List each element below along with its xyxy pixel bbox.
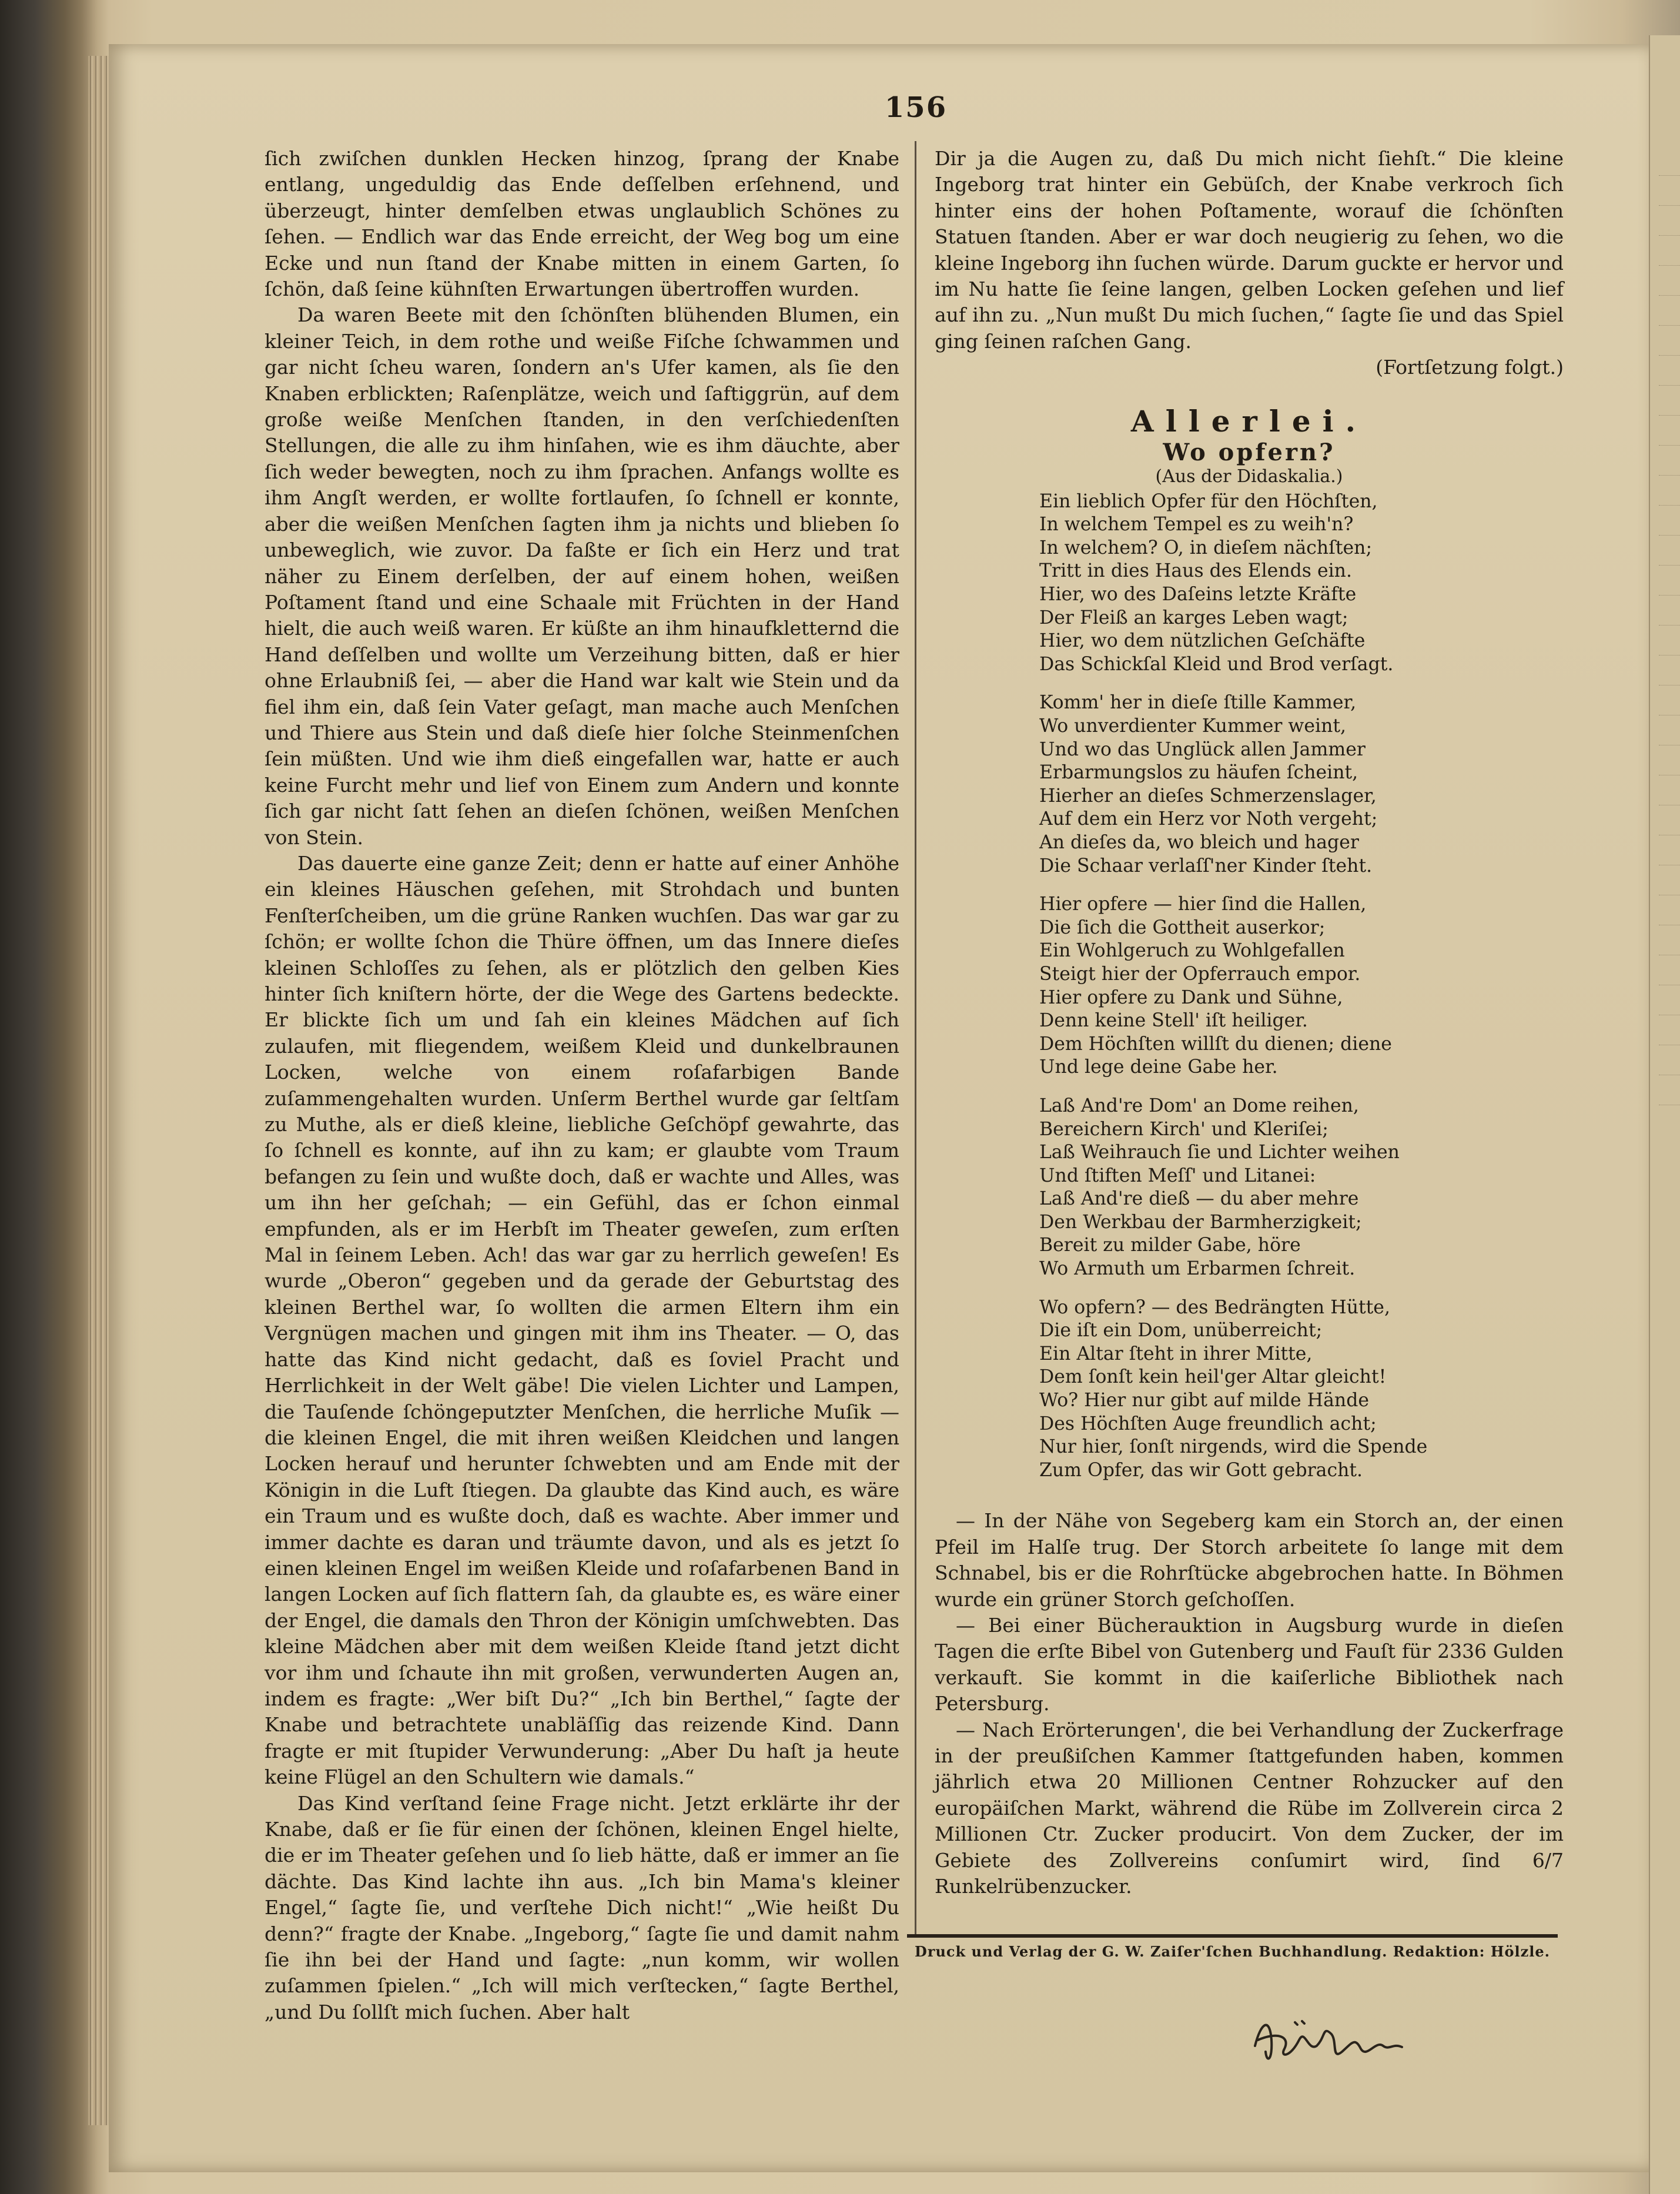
handwritten-signature — [1243, 2005, 1431, 2075]
footer-rule — [907, 1934, 1558, 1938]
poem-stanza — [1039, 1095, 1564, 1281]
poem-line: Denn keine Stell' iſt heiliger. — [1039, 1010, 1308, 1032]
page-number: 156 — [884, 91, 948, 124]
poem-line: Bereichern Kirch' und Kleriſei; — [1039, 1118, 1328, 1140]
news-item: — Bei einer Bücherauktion in Augsburg wurde in dieſen Tagen die erſte Bibel von Gutenberg und Fauſt für 2336 Gulden verkauft. Sie kommt in die kaiſerliche Bibliothek nach Petersburg. — [935, 1614, 1564, 1715]
story-paragraph: ſich zwiſchen dunklen Hecken hinzog, ſprang der Knabe entlang, ungeduldig das Ende deſſelben erſehnend, und überzeugt, hinter demſelben etwas unglaublich Schönes zu ſehen. — Endlich war das Ende erreicht, der Weg bog um eine Ecke und nun ſtand der Knabe mitten in einem Garten, ſo ſchön, daß ſeine kühnſten Erwartungen übertroffen wurden. — [265, 147, 899, 301]
poem-line: Steigt hier der Opferrauch empor. — [1039, 963, 1361, 985]
poem-line: Nur hier, ſonſt nirgends, wird die Spende — [1039, 1436, 1428, 1458]
poem-source: (Aus der Didaskalia.) — [1155, 466, 1343, 487]
poem-line: Zum Opfer, das wir Gott gebracht. — [1039, 1459, 1363, 1481]
poem-line: Ein lieblich Opfer für den Höchſten, — [1039, 490, 1378, 512]
news-item: — Nach Erörterungen', die bei Verhandlung der Zuckerfrage in der preußiſchen Kammer ſtattgefunden haben, kommen jährlich etwa 20 Millionen Centner Rohzucker auf den europäiſchen Markt, während die Rübe im Zollverein circa 2 Millionen Ctr. Zucker producirt. Von dem Zucker, der im Gebiete des Zollvereins conſumirt wird, ſind 6/7 Runkelrübenzucker. — [935, 1718, 1564, 1898]
poem-line: Die Schaar verlaſſ'ner Kinder ſteht. — [1039, 855, 1373, 877]
poem-line: Ein Wohlgeruch zu Wohlgefallen — [1039, 940, 1345, 962]
poem-line: Und lege deine Gabe her. — [1039, 1056, 1278, 1078]
news-item: — In der Nähe von Segeberg kam ein Storch an, der einen Pfeil im Halſe trug. Der Storch arbeitete ſo lange mit dem Schnabel, bis er die Rohrſtücke abgebrochen hatte. In Böhmen wurde ein grüner Storch geſchoſſen. — [935, 1509, 1564, 1611]
page-edges — [88, 56, 112, 2125]
poem-line: Wo Armuth um Erbarmen ſchreit. — [1039, 1258, 1356, 1280]
poem-line: Und ſtiften Meſſ' und Litanei: — [1039, 1165, 1316, 1186]
poem-line: Hierher an dieſes Schmerzenslager, — [1039, 785, 1377, 807]
poem-line: Des Höchſten Auge freundlich acht; — [1039, 1413, 1377, 1434]
poem-line: Dem Höchſten willſt du dienen; diene — [1039, 1033, 1392, 1055]
section-heading: Allerlei. — [1130, 403, 1368, 439]
left-column-story — [265, 146, 899, 2025]
poem-line: Erbarmungslos zu häufen ſcheint, — [1039, 762, 1358, 784]
poem-line: Wo opfern? — des Bedrängten Hütte, — [1039, 1296, 1390, 1318]
poem-line: Hier, wo dem nützlichen Geſchäfte — [1039, 630, 1366, 652]
imprint-line: Druck und Verlag der G. W. Zaiſer'ſchen Buchhandlung. Redaktion: Hölzle. — [915, 1943, 1550, 1960]
story-paragraph: Da waren Beete mit den ſchönſten blühenden Blumen, ein kleiner Teich, in dem rothe und weiße Fiſche ſchwammen und gar nicht ſcheu waren, ſondern an's Ufer kamen, als ſie den Knaben erblickten; Raſenplätze, weich und ſaftiggrün, auf dem große weiße Menſchen ſtanden, in den verſchiedenſten Stellungen, die alle zu ihm hinſahen, wie es ihm däuchte, aber ſich weder bewegten, noch zu ihm ſprachen. Anfangs wollte es ihm Angſt werden, er wollte fortlaufen, ſo ſchnell er konnte, aber die weißen Menſchen ſagten ihm ja nichts und blieben ſo unbeweglich, wie zuvor. Da faßte er ſich ein Herz und trat näher zu Einem derſelben, der auf einem hohen, weißen Poſtament ſtand und eine Schaale mit Früchten in der Hand hielt, die auch weiß waren. Er küßte an ihm hinaufkletternd die Hand deſſelben und wollte um Verzeihung bitten, daß er hier ohne Erlaubniß ſei, — aber die Hand war kalt wie Stein und da fiel ihm ein, daß ſein Vater geſagt, man mache auch Menſchen und Thiere aus Stein und daß dieſe hier ſolche Steinmenſchen ſein müßten. Und wie ihm dieß eingefallen war, hatte er auch keine Furcht mehr und lief von Einem zum Andern und konnte ſich gar nicht ſatt ſehen an dieſen ſchönen, weißen Menſchen von Stein. — [265, 303, 899, 849]
poem-line: Laß And're dieß — du aber mehre — [1039, 1188, 1359, 1210]
poem-line: Wo? Hier nur gibt auf milde Hände — [1039, 1390, 1370, 1412]
poem-line: Hier opfere — hier ſind die Hallen, — [1039, 894, 1367, 915]
poem-line: Dem ſonſt kein heil'ger Altar gleicht! — [1039, 1366, 1387, 1388]
poem-line: Den Werkbau der Barmherzigkeit; — [1039, 1211, 1362, 1233]
poem-line: In welchem? O, in dieſem nächſten; — [1039, 537, 1373, 558]
poem-line: In welchem Tempel es zu weih'n? — [1039, 514, 1354, 536]
poem-line: Das Schickſal Kleid und Brod verſagt. — [1039, 653, 1394, 675]
poem-line: An dieſes da, wo bleich und hager — [1039, 831, 1359, 853]
next-page-text-fragment — [1659, 153, 1680, 2093]
poem-stanza — [1039, 893, 1564, 1079]
right-column — [935, 146, 1564, 1900]
story-paragraph: Das Kind verſtand ſeine Frage nicht. Jetzt erklärte ihr der Knabe, daß er ſie für einen der ſchönen, kleinen Engel hielte, die er im Theater geſehen und ſo lieb hätte, daß er immer an ſie dächte. Das Kind lachte ihn aus. „Ich bin Mama's kleiner Engel,“ ſagte ſie, und verſtehe Dich nicht!“ „Wie heißt Du denn?“ fragte der Knabe. „Ingeborg,“ ſagte ſie und damit nahm ſie ihn bei der Hand und ſagte: „nun komm, wir wollen zuſammen ſpielen.“ „Ich will mich verſtecken,“ ſagte Berthel, „und Du ſollſt mich ſuchen. Aber halt — [265, 1791, 899, 2024]
poem-stanza — [1039, 691, 1564, 878]
poem-line: Der Fleiß an karges Leben wagt; — [1039, 607, 1348, 628]
poem-line: Tritt in dies Haus des Elends ein. — [1039, 560, 1352, 582]
poem-line: Wo unverdienter Kummer weint, — [1039, 715, 1347, 737]
column-divider — [915, 141, 916, 1934]
story-ending: Dir ja die Augen zu, daß Du mich nicht ſiehſt.“ Die kleine Ingeborg trat hinter ein Gebüſch, der Knabe verkroch ſich hinter eins der hohen Poſtamente, worauf die ſchönſten Statuen ſtanden. Aber er war doch neugierig zu ſehen, wo die kleine Ingeborg ihn ſuchen würde. Darum guckte er hervor und im Nu hatte ſie ſeine langen, gelben Locken geſehen und lief auf ihn zu. „Nun mußt Du mich ſuchen,“ ſagte ſie und das Spiel ging ſeinen raſchen Gang. — [935, 147, 1564, 353]
poem-line: Die iſt ein Dom, unüberreicht; — [1039, 1320, 1323, 1342]
poem-line: Laß And're Dom' an Dome reihen, — [1039, 1095, 1359, 1116]
poem-line: Bereit zu milder Gabe, höre — [1039, 1235, 1301, 1256]
poem-line: Komm' her in dieſe ſtille Kammer, — [1039, 692, 1357, 714]
poem-line: Ein Altar ſteht in ihrer Mitte, — [1039, 1343, 1313, 1364]
poem-line: Hier, wo des Daſeins letzte Kräfte — [1039, 584, 1357, 606]
poem-line: Hier opfere zu Dank und Sühne, — [1039, 986, 1343, 1008]
poem-stanza — [1039, 1296, 1564, 1483]
poem-line: Und wo das Unglück allen Jammer — [1039, 738, 1366, 760]
poem-line: Auf dem ein Herz vor Noth vergeht; — [1039, 808, 1378, 830]
poem-title: Wo opfern? — [1163, 438, 1336, 466]
news-items — [935, 1508, 1564, 1899]
continuation-note: (Fortſetzung folgt.) — [1376, 356, 1564, 379]
poem-line: Laß Weihrauch ſie und Lichter weihen — [1039, 1142, 1400, 1163]
poem-stanza — [1039, 490, 1564, 677]
story-paragraph: Das dauerte eine ganze Zeit; denn er hatte auf einer Anhöhe ein kleines Häuschen geſehen, mit Strohdach und bunten Fenſterſcheiben, um die grüne Ranken wuchſen. Das war gar zu ſchön; er wollte ſchon die Thüre öffnen, um das Innere dieſes kleinen Schloſſes zu ſehen, als er plötzlich den gelben Kies hinter ſich kniſtern hörte, der die Wege des Gartens bedeckte. Er blickte ſich um und ſah ein kleines Mädchen auf ſich zulaufen, mit fliegendem, weißem Kleid und dunkelbraunen Locken, welche von einem roſafarbigen Bande zuſammengehalten wurden. Unſerm Berthel wurde gar ſeltſam zu Muthe, als er dieß kleine, liebliche Geſchöpf gewahrte, das ſo ſchnell es konnte, auf ihn zu kam; er glaubte vom Traum befangen zu ſein und wußte doch, daß er wachte und Alles, was um ihn her geſchah; — ein Gefühl, das er ſchon einmal empfunden, als er im Herbſt im Theater geweſen, zum erſten Mal in ſeinem Leben. Ach! das war gar zu herrlich geweſen! Es wurde „Oberon“ gegeben und da gerade der Geburtstag des kleinen Berthel war, ſo wollten die armen Eltern ihm ein Vergnügen machen und gingen mit ihm ins Theater. — O, das hatte das Kind nicht gedacht, daß es ſoviel Pracht und Herrlichkeit in der Welt gäbe! Die vielen Lichter und Lampen, die Tauſende ſchöngeputzter Menſchen, die herrliche Muſik — die kleinen Engel, die mit ihren weißen Kleidchen und langen Locken herauf und herunter ſchwebten und am Ende mit der Königin in die Luft ſtiegen. Da glaubte das Kind auch, es wäre ein Traum und es wußte doch, daß es wachte. Aber immer und immer dachte es daran und träumte davon, und als es jetzt ſo einen kleinen Engel im weißen Kleide und roſafarbenen Band in langen Locken auf ſich flattern ſah, da glaubte es, es wäre einer der Engel, die damals den Thron der Königin umſchwebten. Das kleine Mädchen aber mit dem weißen Kleide ſtand jetzt dicht vor ihm und ſchaute ihn mit großen, verwunderten Augen an, indem es fragte: „Wer biſt Du?“ „Ich bin Berthel,“ ſagte der Knabe und betrachtete unabläſſig das reizende Kind. Dann fragte er mit ſtupider Verwunderung: „Aber Du haſt ja heute keine Flügel an den Schultern wie damals.“ — [265, 851, 899, 1789]
poem-line: Die ſich die Gottheit auserkor; — [1039, 917, 1326, 938]
